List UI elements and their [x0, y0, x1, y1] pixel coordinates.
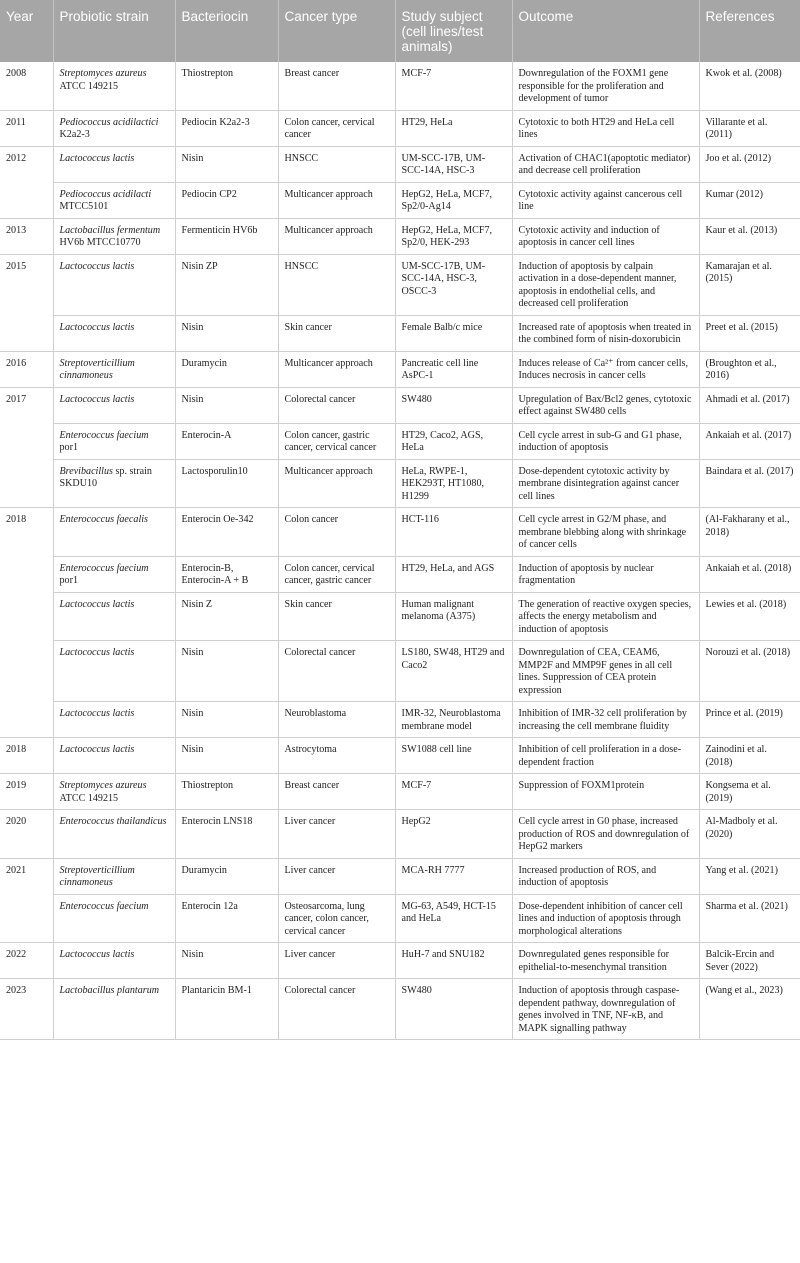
cell-reference: Ankaiah et al. (2018) [699, 556, 800, 592]
cell-cancer-type: Astrocytoma [278, 738, 395, 774]
cell-bacteriocin: Nisin [175, 738, 278, 774]
header-references: References [699, 0, 800, 62]
cell-year: 2021 [0, 858, 53, 943]
cell-bacteriocin: Fermenticin HV6b [175, 218, 278, 254]
table-row [0, 218, 800, 254]
cell-bacteriocin: Thiostrepton [175, 62, 278, 110]
cell-cancer-type: Neuroblastoma [278, 702, 395, 738]
cell-probiotic-strain [53, 182, 175, 218]
table-row [0, 387, 800, 423]
cell-outcome: Induction of apoptosis by nuclear fragmentation [512, 556, 699, 592]
cell-outcome: Dose-dependent cytotoxic activity by membrane disintegration against cancer cell lines [512, 459, 699, 508]
cell-year: 2022 [0, 943, 53, 979]
table-row [0, 774, 800, 810]
cell-study-subject: IMR-32, Neuroblastoma membrane model [395, 702, 512, 738]
table-row [0, 702, 800, 738]
strain-designation: sp. strain SKDU10 [59, 465, 152, 489]
cell-study-subject: SW480 [395, 387, 512, 423]
cell-cancer-type: HNSCC [278, 254, 395, 315]
cell-outcome: Increased production of ROS, and induction of apoptosis [512, 858, 699, 894]
cell-bacteriocin: Nisin [175, 315, 278, 351]
strain-species-name: Lactococcus lactis [59, 393, 135, 405]
strain-species-name: Enterococcus faecalis [59, 514, 148, 525]
cell-probiotic-strain [53, 459, 175, 508]
cell-year: 2008 [0, 62, 53, 110]
cell-year: 2020 [0, 810, 53, 859]
cell-cancer-type: Colorectal cancer [278, 979, 395, 1040]
strain-species-name: Lactococcus lactis [59, 260, 135, 272]
strain-species-name: Brevibacillus [59, 465, 113, 477]
cell-reference: Lewies et al. (2018) [699, 592, 800, 641]
strain-designation: HV6b MTCC10770 [59, 237, 141, 248]
cell-bacteriocin: Enterocin LNS18 [175, 810, 278, 859]
header-bacteriocin: Bacteriocin [175, 0, 278, 62]
cell-reference: (Wang et al., 2023) [699, 979, 800, 1040]
table-row [0, 641, 800, 702]
cell-reference: (Al-Fakharany et al., 2018) [699, 508, 800, 557]
cell-probiotic-strain [53, 894, 175, 943]
cell-year: 2019 [0, 774, 53, 810]
cell-outcome: The generation of reactive oxygen species, affects the energy metabolism and induction of apoptosis [512, 592, 699, 641]
strain-species-name: Streptomyces azureus [59, 68, 147, 79]
cell-cancer-type: Osteosarcoma, lung cancer, colon cancer, cervical cancer [278, 894, 395, 943]
strain-species-name: Enterococcus faecium [59, 562, 149, 574]
cell-bacteriocin: Pediocin K2a2-3 [175, 110, 278, 146]
cell-cancer-type: Colorectal cancer [278, 641, 395, 702]
cell-year: 2013 [0, 218, 53, 254]
cell-probiotic-strain [53, 62, 175, 110]
cell-probiotic-strain [53, 810, 175, 859]
strain-species-name: Lactococcus lactis [59, 647, 135, 658]
table-row [0, 182, 800, 218]
cell-probiotic-strain [53, 774, 175, 810]
cell-outcome: Downregulated genes responsible for epithelial-to-mesenchymal transition [512, 943, 699, 979]
cell-cancer-type: Colorectal cancer [278, 387, 395, 423]
cell-cancer-type: Skin cancer [278, 592, 395, 641]
strain-species-name: Lactobacillus plantarum [59, 985, 160, 996]
strain-species-name: Enterococcus faecium [59, 429, 149, 441]
cell-study-subject: LS180, SW48, HT29 and Caco2 [395, 641, 512, 702]
cell-bacteriocin: Nisin [175, 702, 278, 738]
cell-reference: Sharma et al. (2021) [699, 894, 800, 943]
strain-designation: por1 [59, 442, 79, 453]
cell-study-subject: HT29, HeLa [395, 110, 512, 146]
cell-bacteriocin: Plantaricin BM-1 [175, 979, 278, 1040]
cell-outcome: Cytotoxic activity and induction of apoptosis in cancer cell lines [512, 218, 699, 254]
cell-year: 2016 [0, 351, 53, 387]
cell-probiotic-strain [53, 315, 175, 351]
cell-reference: Ahmadi et al. (2017) [699, 387, 800, 423]
cell-reference: (Broughton et al., 2016) [699, 351, 800, 387]
cell-bacteriocin: Duramycin [175, 858, 278, 894]
cell-bacteriocin: Enterocin Oe-342 [175, 508, 278, 557]
strain-species-name: Enterococcus thailandicus [59, 816, 167, 827]
cell-cancer-type: Colon cancer, cervical cancer [278, 110, 395, 146]
cell-bacteriocin: Pediocin CP2 [175, 182, 278, 218]
cell-reference: Al-Madboly et al. (2020) [699, 810, 800, 859]
table-row [0, 423, 800, 459]
strain-designation: por1 [59, 575, 79, 586]
cell-bacteriocin: Thiostrepton [175, 774, 278, 810]
cell-cancer-type: Breast cancer [278, 774, 395, 810]
cell-cancer-type: Skin cancer [278, 315, 395, 351]
cell-reference: Zainodini et al. (2018) [699, 738, 800, 774]
header-cancer-type: Cancer type [278, 0, 395, 62]
cell-probiotic-strain [53, 858, 175, 894]
cell-bacteriocin: Nisin ZP [175, 254, 278, 315]
cell-study-subject: HepG2 [395, 810, 512, 859]
cell-outcome: Cytotoxic to both HT29 and HeLa cell lines [512, 110, 699, 146]
cell-study-subject: MCF-7 [395, 774, 512, 810]
cell-study-subject: SW480 [395, 979, 512, 1040]
cell-bacteriocin: Enterocin-A [175, 423, 278, 459]
cell-outcome: Inhibition of IMR-32 cell proliferation by increasing the cell membrane fluidity [512, 702, 699, 738]
cell-reference: Kamarajan et al. (2015) [699, 254, 800, 315]
table-row [0, 858, 800, 894]
cell-reference: Baindara et al. (2017) [699, 459, 800, 508]
cell-study-subject: Pancreatic cell line AsPC-1 [395, 351, 512, 387]
strain-designation: ATCC 149215 [59, 792, 119, 804]
cell-probiotic-strain [53, 738, 175, 774]
cell-cancer-type: Liver cancer [278, 858, 395, 894]
cell-probiotic-strain [53, 979, 175, 1040]
cell-outcome: Inhibition of cell proliferation in a dose-dependent fraction [512, 738, 699, 774]
cell-outcome: Cytotoxic activity against cancerous cell line [512, 182, 699, 218]
table-row [0, 556, 800, 592]
cell-probiotic-strain [53, 556, 175, 592]
strain-species-name: Lactobacillus fermentum [59, 224, 161, 236]
cell-year: 2011 [0, 110, 53, 146]
cell-cancer-type: HNSCC [278, 146, 395, 182]
cell-study-subject: MG-63, A549, HCT-15 and HeLa [395, 894, 512, 943]
cell-year: 2012 [0, 146, 53, 218]
table-header [0, 0, 800, 62]
cell-probiotic-strain [53, 110, 175, 146]
strain-species-name: Lactococcus lactis [59, 708, 135, 719]
cell-bacteriocin: Lactosporulin10 [175, 459, 278, 508]
cell-probiotic-strain [53, 641, 175, 702]
cell-year: 2018 [0, 738, 53, 774]
cell-probiotic-strain [53, 423, 175, 459]
strain-designation: ATCC 149215 [59, 80, 119, 92]
cell-reference: Joo et al. (2012) [699, 146, 800, 182]
cell-outcome: Induction of apoptosis by calpain activation in a dose-dependent manner, apoptosis in endothelial cells, and decreased cell proliferation [512, 254, 699, 315]
cell-outcome: Increased rate of apoptosis when treated in the combined form of nisin-doxorubicin [512, 315, 699, 351]
table-row [0, 592, 800, 641]
cell-cancer-type: Liver cancer [278, 810, 395, 859]
cell-bacteriocin: Nisin [175, 387, 278, 423]
header-row [0, 0, 800, 62]
cell-bacteriocin: Duramycin [175, 351, 278, 387]
table-row [0, 979, 800, 1040]
table-row [0, 738, 800, 774]
cell-outcome: Cell cycle arrest in G0 phase, increased production of ROS and downregulation of HepG2 markers [512, 810, 699, 859]
cell-reference: Villarante et al. (2011) [699, 110, 800, 146]
strain-species-name: Lactococcus lactis [59, 152, 135, 164]
cell-outcome: Upregulation of Bax/Bcl2 genes, cytotoxic effect against SW480 cells [512, 387, 699, 423]
cell-cancer-type: Multicancer approach [278, 459, 395, 508]
cell-cancer-type: Multicancer approach [278, 182, 395, 218]
cell-year: 2015 [0, 254, 53, 351]
cell-reference: Balcik-Ercin and Sever (2022) [699, 943, 800, 979]
table-body [0, 62, 800, 1040]
cell-cancer-type: Breast cancer [278, 62, 395, 110]
cell-reference: Kaur et al. (2013) [699, 218, 800, 254]
table-row [0, 62, 800, 110]
cell-cancer-type: Multicancer approach [278, 218, 395, 254]
header-outcome: Outcome [512, 0, 699, 62]
cell-bacteriocin: Nisin Z [175, 592, 278, 641]
cell-outcome: Dose-dependent inhibition of cancer cell lines and induction of apoptosis through morphological alterations [512, 894, 699, 943]
cell-reference: Kwok et al. (2008) [699, 62, 800, 110]
strain-species-name: Streptoverticillium cinnamoneus [59, 864, 135, 888]
strain-designation: MTCC5101 [59, 201, 109, 212]
cell-cancer-type: Colon cancer [278, 508, 395, 557]
cell-outcome: Activation of CHAC1(apoptotic mediator) and decrease cell proliferation [512, 146, 699, 182]
strain-species-name: Streptomyces azureus [59, 780, 147, 791]
strain-species-name: Enterococcus faecium [59, 900, 149, 912]
cell-study-subject: HCT-116 [395, 508, 512, 557]
cell-cancer-type: Colon cancer, gastric cancer, cervical cancer [278, 423, 395, 459]
cell-study-subject: MCA-RH 7777 [395, 858, 512, 894]
strain-species-name: Lactococcus lactis [59, 321, 135, 333]
cell-study-subject: Female Balb/c mice [395, 315, 512, 351]
table-row [0, 146, 800, 182]
cell-bacteriocin: Enterocin 12a [175, 894, 278, 943]
cell-reference: Norouzi et al. (2018) [699, 641, 800, 702]
cell-probiotic-strain [53, 702, 175, 738]
strain-species-name: Streptoverticillium cinnamoneus [59, 357, 135, 381]
cell-probiotic-strain [53, 508, 175, 557]
cell-probiotic-strain [53, 943, 175, 979]
table-row [0, 508, 800, 557]
table-row [0, 315, 800, 351]
strain-species-name: Pediococcus acidilactici [59, 116, 159, 128]
cell-outcome: Suppression of FOXM1protein [512, 774, 699, 810]
cell-probiotic-strain [53, 387, 175, 423]
cell-probiotic-strain [53, 592, 175, 641]
cell-study-subject: HeLa, RWPE-1, HEK293T, HT1080, H1299 [395, 459, 512, 508]
cell-outcome: Induction of apoptosis through caspase-dependent pathway, downregulation of genes involved in TNF, NF-κB, and MAPK signalling pathway [512, 979, 699, 1040]
cell-study-subject: MCF-7 [395, 62, 512, 110]
cell-reference: Prince et al. (2019) [699, 702, 800, 738]
header-study-subject: Study subject (cell lines/test animals) [395, 0, 512, 62]
cell-outcome: Cell cycle arrest in sub-G and G1 phase, induction of apoptosis [512, 423, 699, 459]
cell-probiotic-strain [53, 146, 175, 182]
cell-study-subject: HT29, Caco2, AGS, HeLa [395, 423, 512, 459]
cell-outcome: Cell cycle arrest in G2/M phase, and membrane blebbing along with shrinkage of cancer cells [512, 508, 699, 557]
cell-probiotic-strain [53, 218, 175, 254]
cell-study-subject: HepG2, HeLa, MCF7, Sp2/0-Ag14 [395, 182, 512, 218]
cell-study-subject: HT29, HeLa, and AGS [395, 556, 512, 592]
header-probiotic-strain: Probiotic strain [53, 0, 175, 62]
cell-study-subject: SW1088 cell line [395, 738, 512, 774]
cell-bacteriocin: Nisin [175, 641, 278, 702]
cell-reference: Ankaiah et al. (2017) [699, 423, 800, 459]
table-row [0, 459, 800, 508]
strain-designation: K2a2-3 [59, 129, 90, 140]
table-row [0, 810, 800, 859]
cell-reference: Yang et al. (2021) [699, 858, 800, 894]
cell-reference: Preet et al. (2015) [699, 315, 800, 351]
cell-bacteriocin: Enterocin-B, Enterocin-A + B [175, 556, 278, 592]
cell-outcome: Induces release of Ca²⁺ from cancer cells, Induces necrosis in cancer cells [512, 351, 699, 387]
cell-bacteriocin: Nisin [175, 146, 278, 182]
table-row [0, 943, 800, 979]
strain-species-name: Pediococcus acidilacti [59, 188, 152, 200]
cell-outcome: Downregulation of CEA, CEAM6, MMP2F and MMP9F genes in all cell lines. Suppression of CEA protein expression [512, 641, 699, 702]
cell-probiotic-strain [53, 351, 175, 387]
cell-year: 2017 [0, 387, 53, 508]
cell-year: 2023 [0, 979, 53, 1040]
cell-cancer-type: Multicancer approach [278, 351, 395, 387]
strain-species-name: Lactococcus lactis [59, 949, 135, 960]
cell-year: 2018 [0, 508, 53, 738]
cell-cancer-type: Colon cancer, cervical cancer, gastric cancer [278, 556, 395, 592]
cell-probiotic-strain [53, 254, 175, 315]
table-row [0, 894, 800, 943]
cell-bacteriocin: Nisin [175, 943, 278, 979]
table-row [0, 254, 800, 315]
cell-study-subject: HepG2, HeLa, MCF7, Sp2/0, HEK-293 [395, 218, 512, 254]
cell-cancer-type: Liver cancer [278, 943, 395, 979]
strain-species-name: Lactococcus lactis [59, 744, 135, 755]
header-year: Year [0, 0, 53, 62]
cell-reference: Kumar (2012) [699, 182, 800, 218]
cell-study-subject: UM-SCC-17B, UM-SCC-14A, HSC-3 [395, 146, 512, 182]
cell-study-subject: Human malignant melanoma (A375) [395, 592, 512, 641]
cell-reference: Kongsema et al. (2019) [699, 774, 800, 810]
cell-study-subject: HuH-7 and SNU182 [395, 943, 512, 979]
strain-species-name: Lactococcus lactis [59, 598, 135, 610]
table-row [0, 351, 800, 387]
cell-outcome: Downregulation of the FOXM1 gene responsible for the proliferation and development of tumor [512, 62, 699, 110]
cell-study-subject: UM-SCC-17B, UM-SCC-14A, HSC-3, OSCC-3 [395, 254, 512, 315]
table-row [0, 110, 800, 146]
